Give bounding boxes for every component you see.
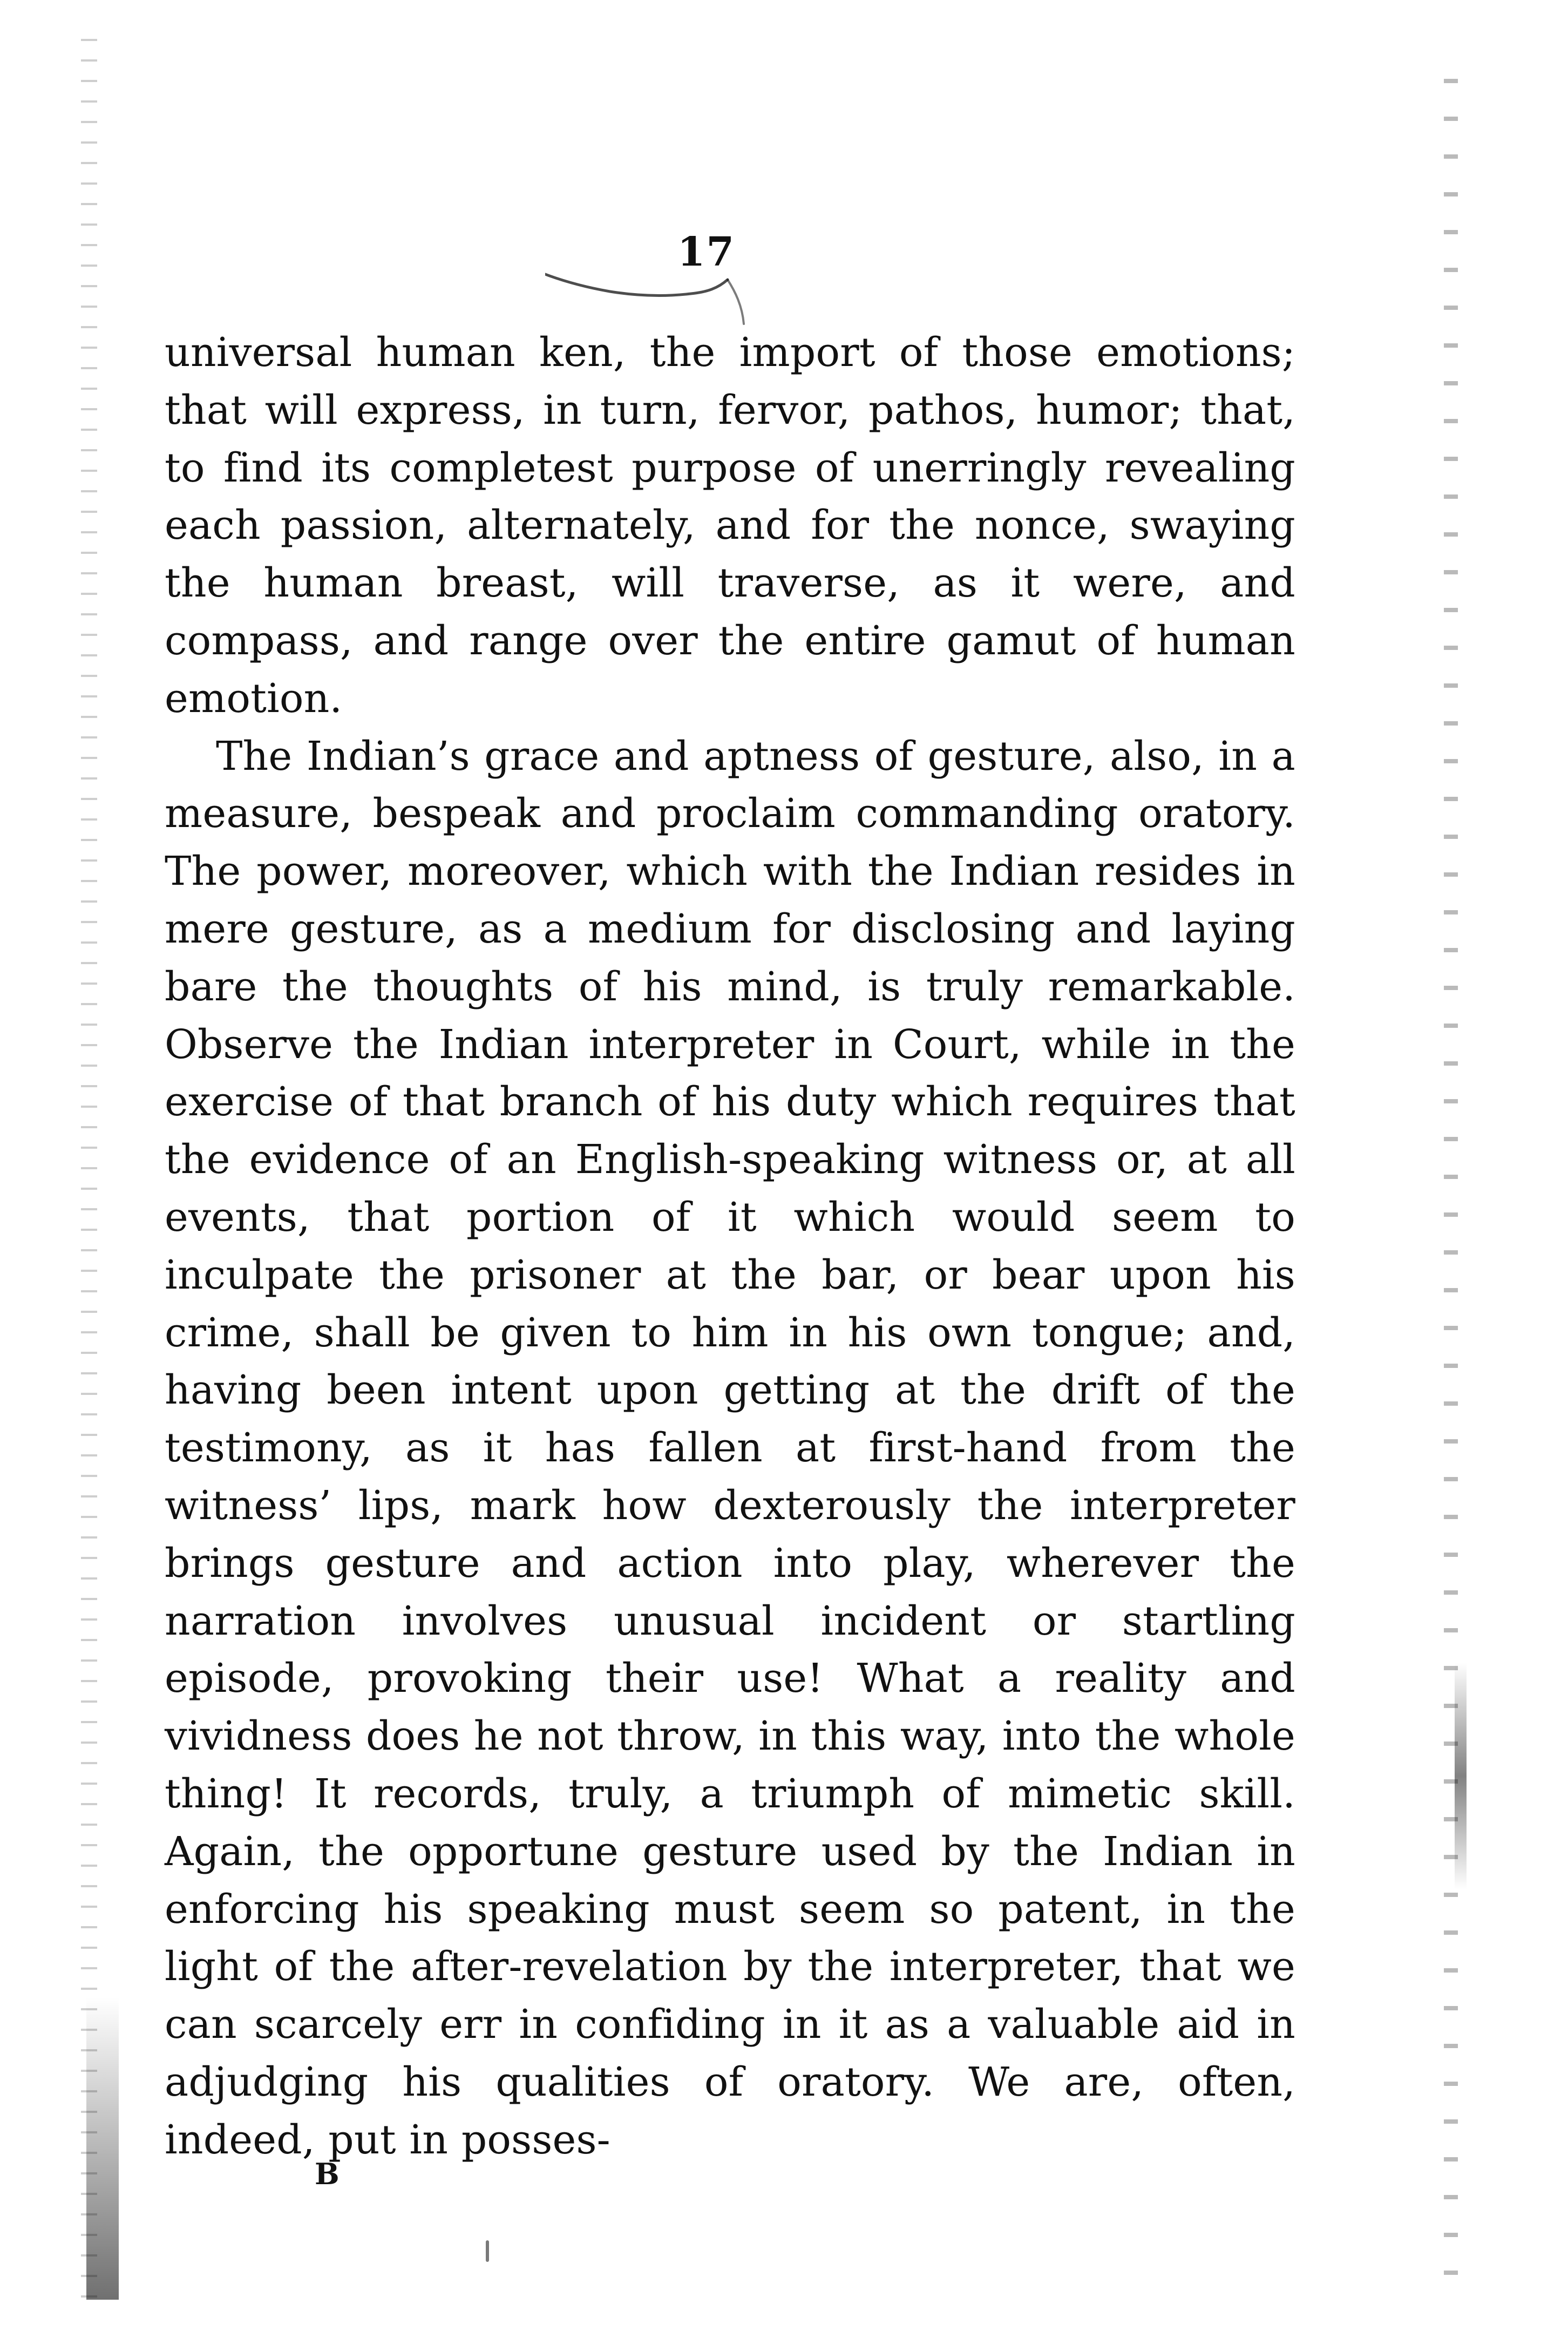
scan-small-artifact (486, 2240, 489, 2262)
scan-left-edge-artifact (81, 32, 97, 2310)
page-number: 17 (677, 229, 735, 275)
page-body-text (165, 324, 1295, 2169)
scan-right-edge-shadow (1455, 1663, 1467, 1889)
paragraph-2: The Indian’s grace and aptness of gesture, also, in a measure, bespeak and proclaim commanding oratory. The power, moreover, which with the Indian resides in mere gesture, as a medium for disclosing and laying bare the thoughts of his mind, is truly remarkable. Observe the Indian interpreter in Court, while in the exercise of that branch of his duty which requires that the evidence of an English-speaking witness or, at all events, that portion of it which would seem to inculpate the prisoner at the bar, or bear upon his crime, shall be given to him in his own tongue; and, having been intent upon getting at the drift of the testimony, as it has fallen at first-hand from the witness’ lips, mark how dexterously the interpreter brings gesture and action into play, wherever the narration involves unusual incident or startling episode, provoking their use! What a reality and vividness does he not throw, in this way, into the whole thing! It records, truly, a triumph of mimetic skill. Again, the opportune gesture used by the Indian in enforcing his speaking must seem so patent, in the light of the after-revelation by the interpreter, that we can scarcely err in confiding in it as a valuable aid in adjudging his qualities of oratory. We are, often, indeed, put in posses- (165, 733, 1295, 2163)
scan-right-edge-artifact (1444, 65, 1458, 2305)
signature-mark: B (315, 2157, 340, 2191)
scan-left-edge-shadow (86, 1997, 119, 2300)
paragraph-1: universal human ken, the import of those emotions; that will express, in turn, fervor, pathos, humor; that, to find its completest purpose of unerringly revealing each passion, alternately, and for the nonce, swaying the human breast, will traverse, as it were, and compass, and range over the entire gamut of human emotion. (165, 329, 1295, 722)
